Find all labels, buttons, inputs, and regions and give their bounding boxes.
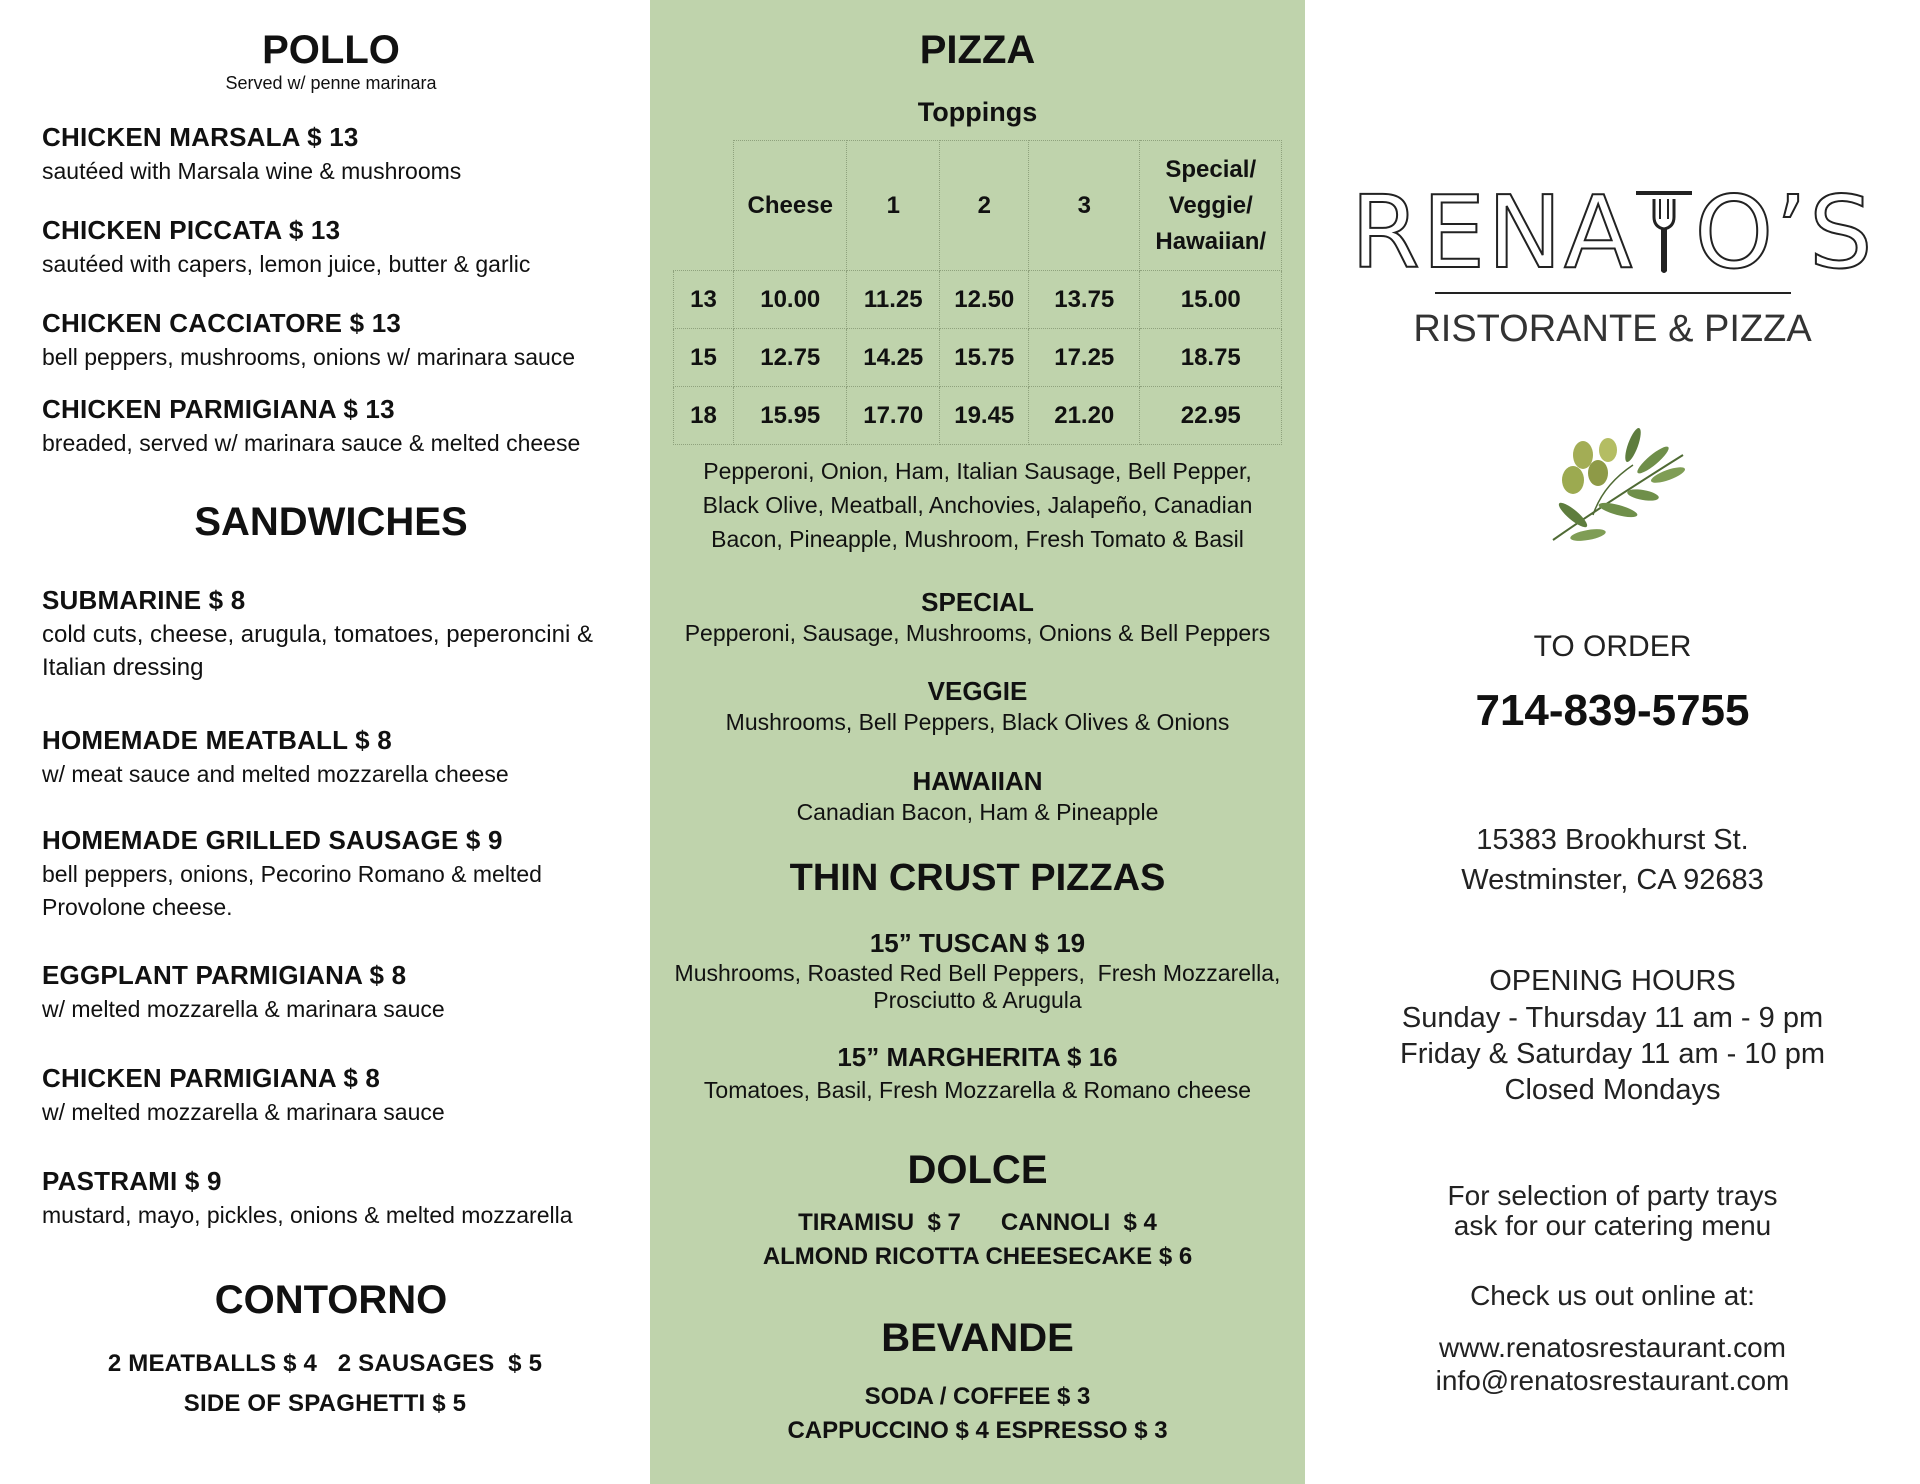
logo-divider: [1305, 292, 1920, 294]
email-link[interactable]: info@renatosrestaurant.com: [1435, 1365, 1790, 1396]
special-desc: Pepperoni, Sausage, Mushrooms, Onions & Bell Peppers: [684, 620, 1271, 646]
table-cell: 15: [673, 329, 734, 387]
veggie-desc: Mushrooms, Bell Peppers, Black Olives & Onions: [725, 709, 1230, 735]
item-name: SUBMARINE $ 8: [42, 585, 246, 615]
catering-line: For selection of party trays: [1447, 1180, 1778, 1211]
item-desc: w/ melted mozzarella & marinara sauce: [42, 996, 445, 1022]
item-desc: breaded, served w/ marinara sauce & melted cheese: [42, 430, 581, 456]
pollo-title: POLLO: [262, 28, 400, 72]
table-cell: 13: [673, 271, 734, 329]
table-header-cell: 2: [940, 141, 1029, 271]
item-desc: sautéed with capers, lemon juice, butter & garlic: [42, 251, 531, 277]
table-cell: 10.00: [734, 271, 847, 329]
item-name: PASTRAMI $ 9: [42, 1166, 222, 1196]
sandwich-item: [42, 960, 620, 1026]
table-cell: 17.70: [847, 387, 940, 445]
tagline: RISTORANTE & PIZZA: [1413, 308, 1812, 350]
sandwich-item: [42, 725, 620, 791]
item-name: CHICKEN PARMIGIANA $ 13: [42, 394, 395, 424]
sandwich-item: [42, 825, 620, 924]
item-desc: w/ melted mozzarella & marinara sauce: [42, 1099, 445, 1125]
item-name: CHICKEN MARSALA $ 13: [42, 122, 359, 152]
logo: [1305, 174, 1920, 291]
fork-icon: [1634, 186, 1694, 274]
online-label: Check us out online at:: [1470, 1280, 1755, 1311]
logo-name-left: RENA: [1350, 174, 1635, 291]
table-cell: 11.25: [847, 271, 940, 329]
left-column: [0, 0, 650, 1484]
dolce-title: DOLCE: [907, 1148, 1048, 1192]
table-cell: 15.00: [1140, 271, 1282, 329]
table-cell: 14.25: [847, 329, 940, 387]
item-name: CHICKEN PICCATA $ 13: [42, 215, 341, 245]
item-desc: cold cuts, cheese, arugula, tomatoes, peperoncini & Italian dressing: [42, 621, 593, 681]
dolce-line: ALMOND RICOTTA CHEESECAKE $ 6: [762, 1243, 1193, 1270]
pizza-price-table: [673, 140, 1283, 445]
hours-line: Sunday - Thursday 11 am - 9 pm: [1401, 1002, 1824, 1034]
item-name: CHICKEN PARMIGIANA $ 8: [42, 1063, 381, 1093]
table-header-cell: 1: [847, 141, 940, 271]
item-name: CHICKEN CACCIATORE $ 13: [42, 308, 402, 338]
bevande-line: CAPPUCCINO $ 4 ESPRESSO $ 3: [787, 1417, 1168, 1444]
table-cell: 15.75: [940, 329, 1029, 387]
contorno-title: CONTORNO: [214, 1278, 448, 1322]
item-name: EGGPLANT PARMIGIANA $ 8: [42, 960, 407, 990]
margherita-desc: Tomatoes, Basil, Fresh Mozzarella & Romano cheese: [703, 1077, 1252, 1103]
to-order-label: TO ORDER: [1533, 630, 1692, 663]
toppings-list-line: Black Olive, Meatball, Anchovies, Jalapeño, Canadian: [702, 492, 1253, 518]
pizza-panel: [650, 0, 1305, 1484]
pollo-item: [42, 308, 620, 374]
table-row: [673, 271, 1282, 329]
table-cell: 19.45: [940, 387, 1029, 445]
tuscan-desc: Mushrooms, Roasted Red Bell Peppers, Fresh Mozzarella,: [674, 960, 1281, 986]
tuscan-name: 15” TUSCAN $ 19: [869, 928, 1086, 958]
sandwich-item: [42, 1063, 620, 1129]
pollo-item: [42, 122, 620, 188]
pollo-item: [42, 215, 620, 281]
bevande-line: SODA / COFFEE $ 3: [864, 1383, 1091, 1410]
website-link[interactable]: www.renatosrestaurant.com: [1438, 1332, 1787, 1363]
veggie-title: VEGGIE: [927, 676, 1028, 706]
address-line: 15383 Brookhurst St.: [1476, 824, 1749, 856]
sandwiches-title: SANDWICHES: [194, 500, 468, 544]
special-title: SPECIAL: [921, 587, 1034, 617]
table-cell: 17.25: [1029, 329, 1140, 387]
table-header-cell: [673, 141, 734, 271]
hawaiian-desc: Canadian Bacon, Ham & Pineapple: [796, 799, 1159, 825]
item-desc: w/ meat sauce and melted mozzarella cheese: [42, 761, 509, 787]
table-row: [673, 387, 1282, 445]
table-header-cell: Special/ Veggie/ Hawaiian/: [1140, 141, 1282, 271]
toppings-label: Toppings: [917, 97, 1038, 127]
table-header-cell: 3: [1029, 141, 1140, 271]
toppings-list-line: Pepperoni, Onion, Ham, Italian Sausage, Bell Pepper,: [703, 458, 1252, 484]
dolce-line: TIRAMISU $ 7 CANNOLI $ 4: [798, 1209, 1157, 1236]
bevande-title: BEVANDE: [881, 1316, 1074, 1360]
table-cell: 12.75: [734, 329, 847, 387]
table-cell: 22.95: [1140, 387, 1282, 445]
catering-line: ask for our catering menu: [1453, 1210, 1772, 1241]
item-desc: sautéed with Marsala wine & mushrooms: [42, 158, 462, 184]
pollo-item: [42, 394, 620, 460]
table-header-cell: Cheese: [734, 141, 847, 271]
table-cell: 18.75: [1140, 329, 1282, 387]
margherita-name: 15” MARGHERITA $ 16: [837, 1042, 1118, 1072]
item-desc: mustard, mayo, pickles, onions & melted mozzarella: [42, 1202, 573, 1228]
table-row: [673, 329, 1282, 387]
item-name: HOMEMADE GRILLED SAUSAGE $ 9: [42, 825, 503, 855]
address-line: Westminster, CA 92683: [1461, 864, 1764, 896]
toppings-list-line: Bacon, Pineapple, Mushroom, Fresh Tomato & Basil: [711, 526, 1244, 552]
pollo-subtitle: Served w/ penne marinara: [225, 73, 437, 93]
hawaiian-title: HAWAIIAN: [912, 766, 1043, 796]
thin-crust-title: THIN CRUST PIZZAS: [789, 857, 1166, 899]
table-cell: 21.20: [1029, 387, 1140, 445]
sandwich-item: [42, 1166, 620, 1232]
table-header-row: [673, 141, 1282, 271]
olive-branch-icon: [1305, 415, 1920, 555]
table-cell: 13.75: [1029, 271, 1140, 329]
hours-title: OPENING HOURS: [1489, 965, 1736, 997]
item-name: HOMEMADE MEATBALL $ 8: [42, 725, 392, 755]
contorno-line: SIDE OF SPAGHETTI $ 5: [183, 1390, 467, 1417]
phone-number: 714-839-5755: [1475, 686, 1750, 735]
hours-line: Friday & Saturday 11 am - 10 pm: [1400, 1038, 1825, 1070]
hours-line: Closed Mondays: [1504, 1074, 1721, 1106]
table-cell: 12.50: [940, 271, 1029, 329]
pizza-title: PIZZA: [919, 28, 1036, 72]
sandwich-item: [42, 585, 620, 684]
table-cell: 18: [673, 387, 734, 445]
logo-name-right: O’S: [1694, 174, 1875, 291]
table-cell: 15.95: [734, 387, 847, 445]
item-desc: bell peppers, onions, Pecorino Romano & melted Provolone cheese.: [42, 861, 542, 920]
item-desc: bell peppers, mushrooms, onions w/ marinara sauce: [42, 344, 576, 370]
tuscan-desc: Prosciutto & Arugula: [873, 987, 1082, 1013]
contorno-line: 2 MEATBALLS $ 4 2 SAUSAGES $ 5: [107, 1350, 543, 1377]
info-column: [1305, 0, 1920, 1484]
